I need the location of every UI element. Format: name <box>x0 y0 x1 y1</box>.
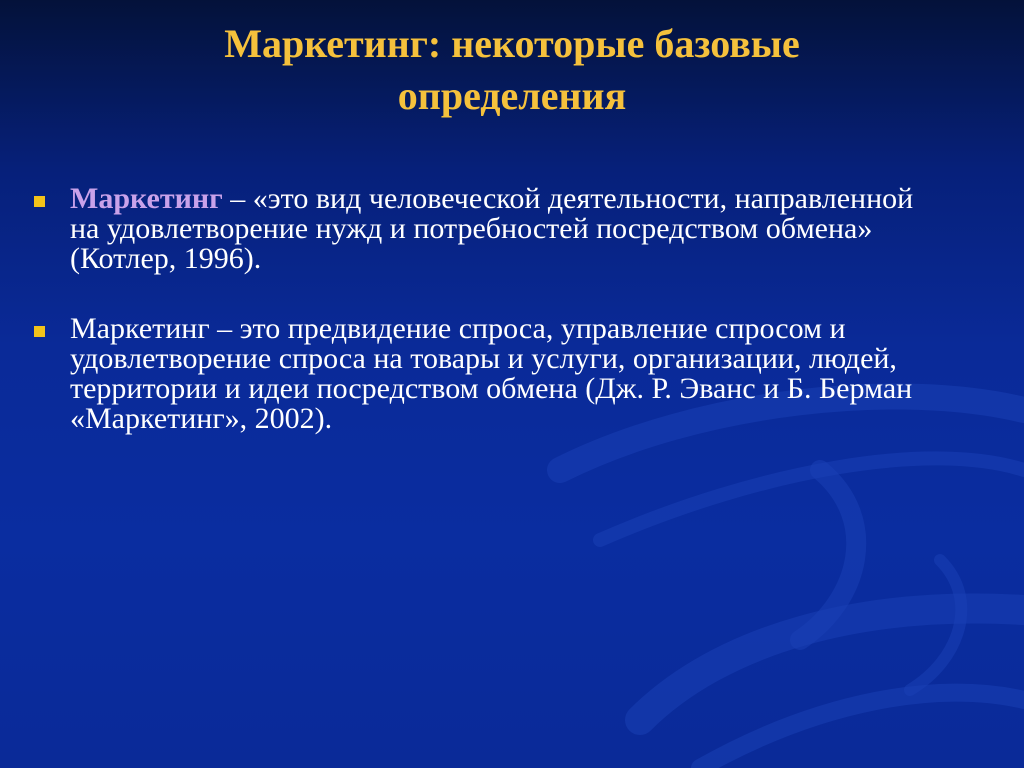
bullet-2-line-3: территории и идеи посредством обмена (Дж. Р. Эванс и Б. Берман <box>70 372 913 405</box>
bullet-1-line-3: (Котлер, 1996). <box>70 242 262 275</box>
slide-title-line-2: определения <box>397 73 627 118</box>
slide-title <box>0 18 1024 122</box>
bullet-1-line-1-text: – «это вид человеческой деятельности, направленной <box>222 182 914 215</box>
bullet-item-2 <box>32 314 1012 434</box>
bullet-1-line-1 <box>70 184 1012 214</box>
slide-content <box>32 184 1012 474</box>
bullet-2-line-4: «Маркетинг», 2002). <box>70 402 333 435</box>
bullet-1-term: Маркетинг <box>70 182 223 215</box>
square-bullet-icon <box>34 196 45 207</box>
bullet-item-1 <box>32 184 1012 274</box>
bullet-2-line-2: удовлетворение спроса на товары и услуги, организации, людей, <box>70 342 897 375</box>
bullet-2-line-1: Маркетинг – это предвидение спроса, управление спросом и <box>70 312 846 345</box>
bullet-1-line-2: на удовлетворение нужд и потребностей посредством обмена» <box>70 212 873 245</box>
slide-title-line-1: Маркетинг: некоторые базовые <box>224 21 800 66</box>
square-bullet-icon <box>34 326 45 337</box>
